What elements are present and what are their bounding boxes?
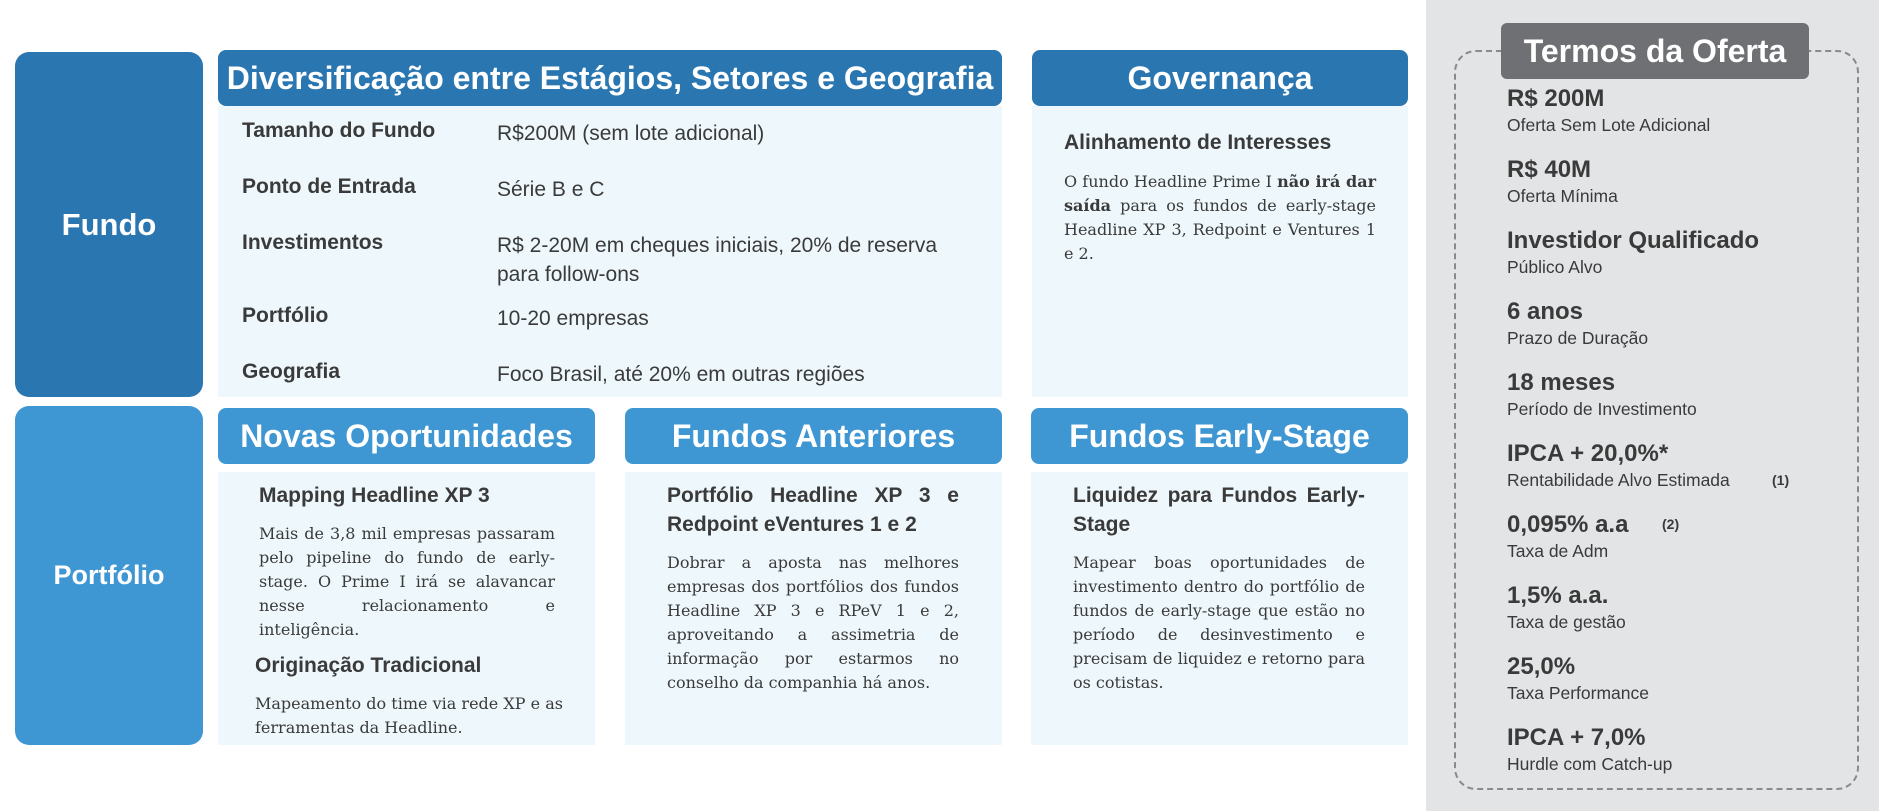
term-label: Taxa de gestão <box>1507 612 1626 632</box>
novas-text-1: Mais de 3,8 mil empresas passaram pelo pipeline do fundo de early-stage. O Prime I irá se alavancar nesse relacionamento e inteligência. <box>259 524 555 639</box>
term-value: IPCA + 20,0%* <box>1507 440 1669 467</box>
fund-row-value: Série B e C <box>497 178 605 201</box>
diversificacao-title: Diversificação entre Estágios, Setores e Geografia <box>226 59 994 96</box>
early-text: Mapear boas oportunidades de investimento dentro do portfólio de fundos de early-stage que estão no período de desinvestimento e precisam de liquidez e retorno para os cotistas. <box>1073 553 1365 692</box>
fund-row-label: Investimentos <box>242 231 384 254</box>
early-title: Fundos Early-Stage <box>1069 417 1370 454</box>
term-label: Prazo de Duração <box>1507 328 1649 348</box>
novas-subtitle-2: Originação Tradicional <box>255 654 482 677</box>
term-item <box>1507 582 1626 633</box>
term-item <box>1507 156 1618 207</box>
term-value: IPCA + 7,0% <box>1507 724 1646 751</box>
anteriores-title: Fundos Anteriores <box>671 417 956 454</box>
term-label: Taxa Performance <box>1507 683 1650 703</box>
diversificacao-header <box>218 50 1002 106</box>
term-value: R$ 40M <box>1507 156 1592 183</box>
term-value: R$ 200M <box>1507 85 1605 112</box>
fund-row-value: R$ 2-20M em cheques iniciais, 20% de reserva para follow-ons <box>497 234 938 286</box>
governanca-text: O fundo Headline Prime I não irá dar saída para os fundos de early-stage Headline XP 3, Redpoint e Ventures 1 e 2. <box>1064 172 1377 263</box>
term-value: Investidor Qualificado <box>1507 227 1760 254</box>
term-value: 0,095% a.a <box>1507 511 1629 538</box>
anteriores-subtitle: Portfólio Headline XP 3 e Redpoint eVentures 1 e 2 <box>667 484 959 536</box>
offer-title <box>1501 23 1809 79</box>
term-value: 6 anos <box>1507 298 1584 325</box>
term-label: Hurdle com Catch-up <box>1507 754 1673 774</box>
term-label: Oferta Mínima <box>1507 186 1618 206</box>
term-value: 1,5% a.a. <box>1507 582 1609 609</box>
term-item <box>1507 227 1759 278</box>
term-label: Oferta Sem Lote Adicional <box>1507 115 1711 135</box>
fund-row-label: Portfólio <box>242 304 329 327</box>
novas-header <box>218 408 595 464</box>
novas-title: Novas Oportunidades <box>240 417 573 454</box>
governanca-subtitle: Alinhamento de Interesses <box>1064 131 1332 154</box>
anteriores-text: Dobrar a aposta nas melhores empresas dos portfólios dos fundos Headline XP 3 e RPeV 1 e 2, aproveitando a assimetria de informação por estarmos no conselho da companhia há anos. <box>667 553 959 692</box>
term-value: 25,0% <box>1507 653 1576 680</box>
term-item <box>1507 298 1648 349</box>
footnote-2: (2) <box>1662 516 1680 532</box>
early-subtitle: Liquidez para Fundos Early-Stage <box>1073 484 1365 536</box>
term-label: Público Alvo <box>1507 257 1603 277</box>
term-item <box>1507 653 1649 704</box>
pillar-portfolio <box>15 406 203 745</box>
term-item <box>1507 369 1697 420</box>
novas-text-2: Mapeamento do time via rede XP e as ferramentas da Headline. <box>255 694 563 737</box>
fund-row-label: Geografia <box>242 360 341 383</box>
term-value: 18 meses <box>1507 369 1616 396</box>
term-item <box>1507 85 1710 136</box>
fund-row-value: R$200M (sem lote adicional) <box>497 122 765 145</box>
pillar-fundo <box>15 52 203 397</box>
anteriores-header <box>625 408 1002 464</box>
term-label: Taxa de Adm <box>1507 541 1609 561</box>
term-label: Período de Investimento <box>1507 399 1697 419</box>
pillar-portfolio-label: Portfólio <box>53 560 165 590</box>
fund-row-value: Foco Brasil, até 20% em outras regiões <box>497 363 865 386</box>
governanca-title: Governança <box>1127 59 1313 96</box>
pillar-fundo-label: Fundo <box>61 206 157 242</box>
offer-title-text: Termos da Oferta <box>1523 32 1787 69</box>
term-item <box>1507 724 1672 775</box>
footnote-1: (1) <box>1772 472 1790 488</box>
fund-row-value: 10-20 empresas <box>497 307 649 330</box>
term-item <box>1507 511 1628 562</box>
fund-row-label: Ponto de Entrada <box>242 175 416 198</box>
governanca-header <box>1032 50 1408 106</box>
novas-subtitle-1: Mapping Headline XP 3 <box>259 484 490 507</box>
early-header <box>1031 408 1408 464</box>
term-item <box>1507 440 1730 491</box>
fund-row-label: Tamanho do Fundo <box>242 119 436 142</box>
term-label: Rentabilidade Alvo Estimada <box>1507 470 1730 490</box>
governanca-text-bold: não irá dar saída <box>1064 172 1377 215</box>
